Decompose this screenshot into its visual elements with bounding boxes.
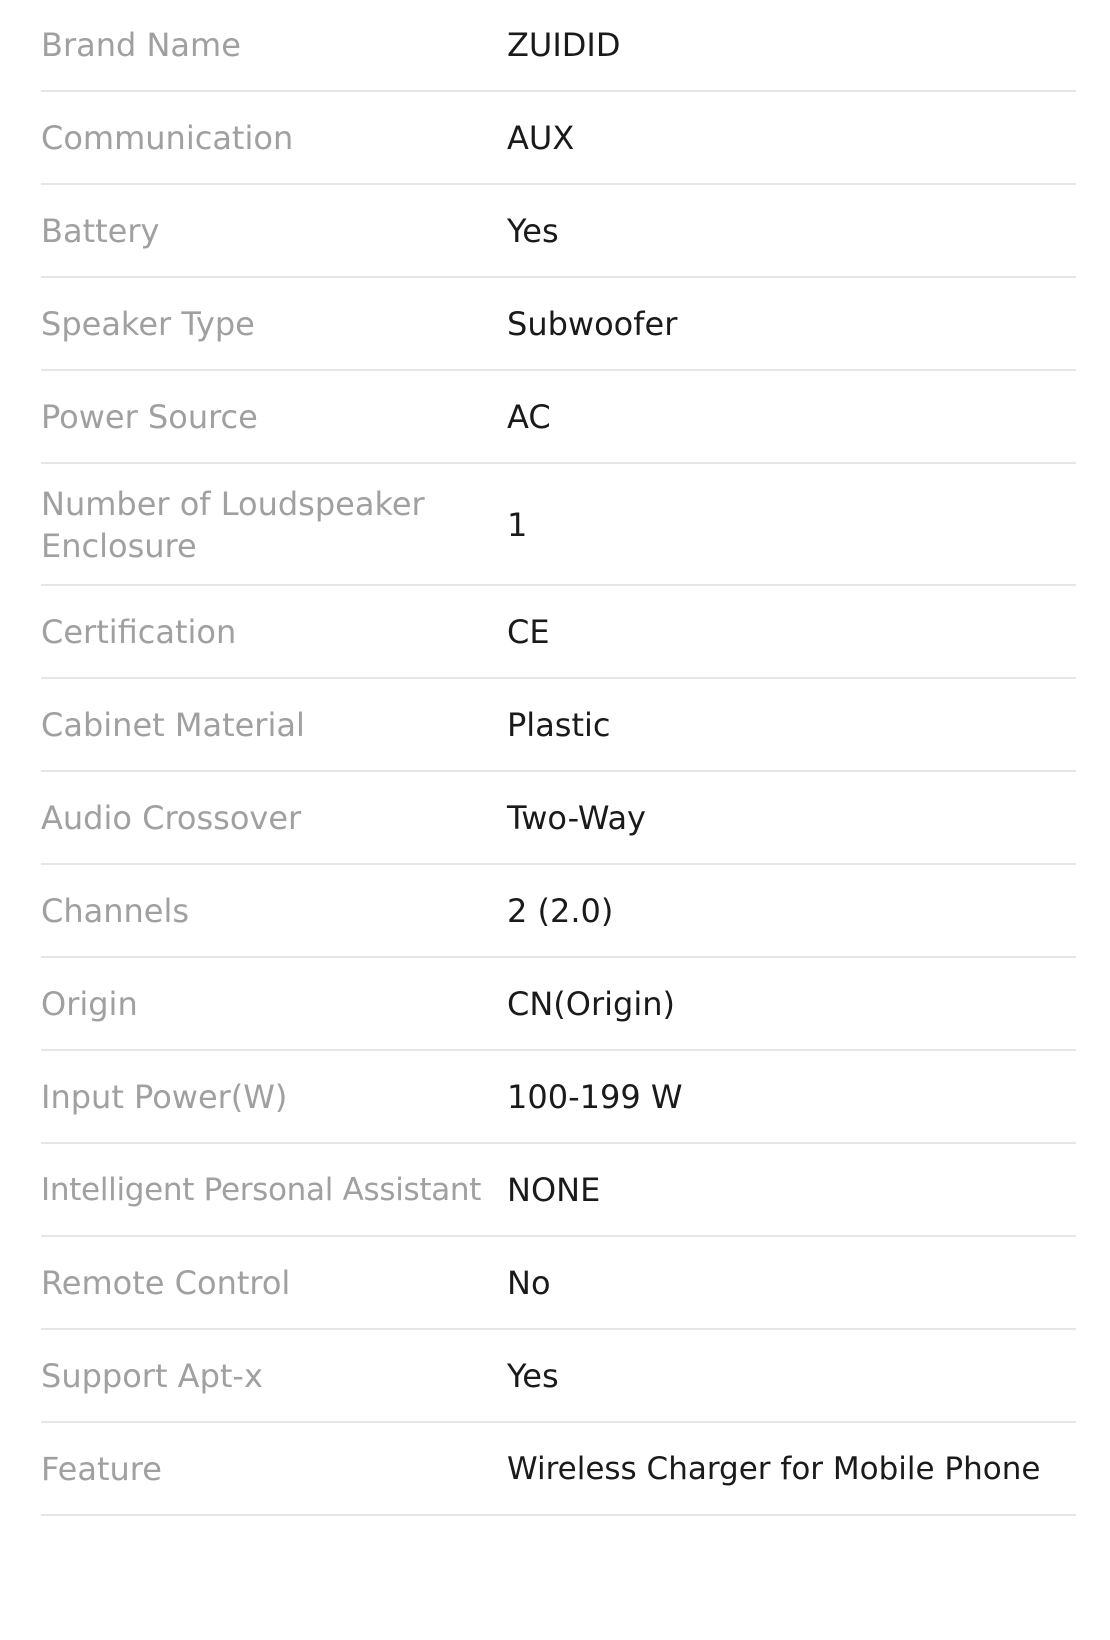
spec-value: Subwoofer (507, 305, 678, 343)
spec-label: Intelligent Personal Assistant (41, 1172, 482, 1208)
spec-value: AC (507, 398, 551, 436)
spec-row-input-power (41, 1052, 1076, 1144)
spec-label: Origin (41, 985, 138, 1023)
spec-label: Feature (41, 1450, 162, 1488)
spec-row-support-aptx (41, 1331, 1076, 1423)
spec-row-cabinet-material (41, 680, 1076, 772)
spec-label: Channels (41, 892, 190, 930)
spec-label: Certification (41, 613, 237, 651)
spec-row-battery (41, 186, 1076, 278)
spec-label: Support Apt-x (41, 1357, 263, 1395)
spec-row-audio-crossover (41, 773, 1076, 865)
spec-label: Cabinet Material (41, 706, 305, 744)
spec-value: ZUIDID (507, 26, 621, 64)
spec-row-origin (41, 959, 1076, 1051)
spec-label: Battery (41, 212, 160, 250)
spec-value: Plastic (507, 706, 611, 744)
spec-row-speaker-type (41, 279, 1076, 371)
spec-row-power-source (41, 372, 1076, 464)
spec-value: No (507, 1264, 551, 1302)
spec-value: AUX (507, 119, 575, 157)
spec-label: Audio Crossover (41, 799, 302, 837)
spec-value: CE (507, 613, 550, 651)
spec-label: Speaker Type (41, 305, 255, 343)
spec-value: NONE (507, 1171, 601, 1209)
spec-value: Yes (507, 212, 559, 250)
spec-row-communication (41, 93, 1076, 185)
spec-row-brand-name (41, 0, 1076, 92)
spec-value: Two-Way (507, 799, 646, 837)
spec-value: Yes (507, 1357, 559, 1395)
spec-row-remote-control (41, 1238, 1076, 1330)
spec-value: Wireless Charger for Mobile Phone (507, 1451, 1041, 1487)
spec-value: 2 (2.0) (507, 892, 614, 930)
spec-value: 100-199 W (507, 1078, 683, 1116)
spec-row-loudspeaker-enclosure (41, 465, 1076, 586)
spec-row-channels (41, 866, 1076, 958)
spec-value: CN(Origin) (507, 985, 675, 1023)
spec-label: Power Source (41, 398, 258, 436)
spec-table (41, 0, 1076, 1517)
spec-row-certification (41, 587, 1076, 679)
spec-value: 1 (507, 505, 528, 544)
spec-label: Communication (41, 119, 294, 157)
spec-row-personal-assistant (41, 1145, 1076, 1237)
spec-label: Remote Control (41, 1264, 291, 1302)
spec-label: Brand Name (41, 26, 241, 64)
spec-label: Number of Loudspeaker Enclosure (41, 484, 425, 565)
spec-row-feature (41, 1424, 1076, 1516)
spec-label: Input Power(W) (41, 1078, 288, 1116)
